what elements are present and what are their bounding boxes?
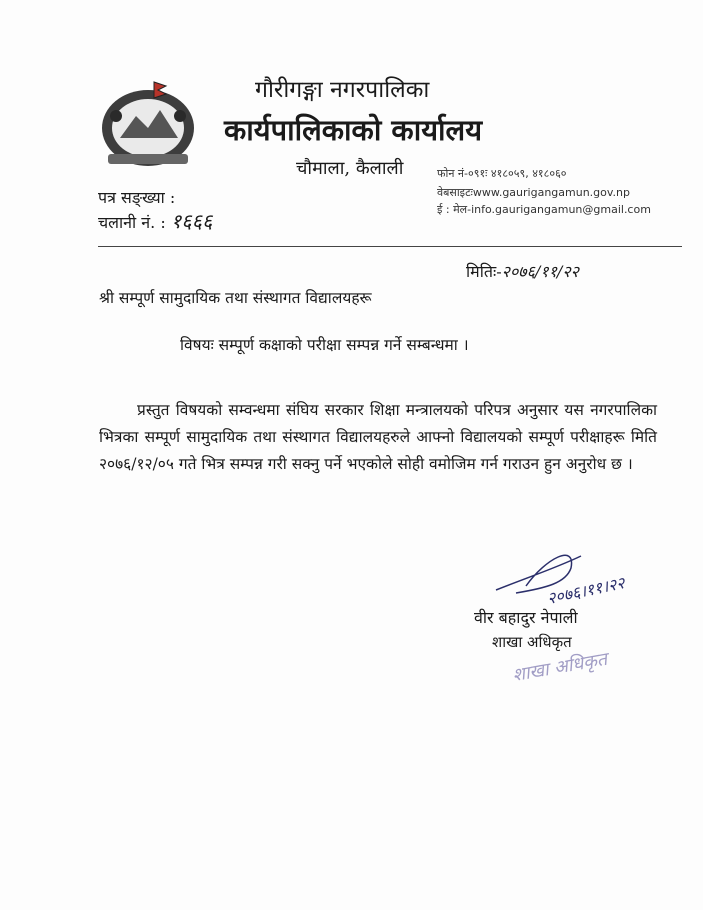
website: वेबसाइटःwww.gaurigangamun.gov.np	[437, 186, 630, 199]
handwritten-date: २०७६।११।२२	[545, 573, 627, 608]
email-address: ई : मेल-info.gaurigangamun@gmail.com	[437, 203, 651, 216]
subject-line: विषयः सम्पूर्ण कक्षाको परीक्षा सम्पन्न गर्ने सम्बन्धमा ।	[180, 336, 469, 354]
official-stamp: शाखा अधिकृत	[510, 648, 609, 687]
letter-body	[99, 397, 657, 478]
phone-number: फोन नं-०९१ः ४१८०५९, ४१८०६०	[437, 167, 567, 180]
handwritten-signature	[486, 538, 656, 608]
office-title: कार्यपालिकाको कार्यालय	[224, 113, 483, 147]
office-place: चौमाला, कैलाली	[296, 158, 404, 179]
dispatch-number-value: १६६६	[170, 209, 213, 233]
date-value: २०७६/११/२२	[501, 262, 579, 281]
letter-date	[466, 260, 579, 282]
header-divider	[98, 246, 682, 247]
signer-post: शाखा अधिकृत	[492, 633, 572, 651]
date-label: मितिः-	[466, 262, 502, 281]
office-name: गौरीगङ्गा नगरपालिका	[255, 77, 430, 103]
letter-number-label: पत्र सङ्ख्या :	[98, 188, 176, 207]
signer-name: वीर बहादुर नेपाली	[474, 608, 578, 627]
dispatch-number	[98, 207, 212, 234]
dispatch-number-label: चलानी नं. :	[98, 213, 166, 232]
nepal-emblem-icon	[96, 76, 200, 172]
body-paragraph: प्रस्तुत विषयको सम्वन्धमा संघिय सरकार शिक्षा मन्त्रालयको परिपत्र अनुसार यस नगरपालिका भित्रका सम्पूर्ण सामुदायिक तथा संस्थागत विद्यालयहरुले आफ्नो विद्यालयको सम्पूर्ण परीक्षाहरू मिति २०७६/१२/०५ गते भित्र सम्पन्न गरी सक्नु पर्ने भएकोले सोही वमोजिम गर्न गराउन हुन अनुरोध छ ।	[99, 401, 657, 473]
recipient: श्री सम्पूर्ण सामुदायिक तथा संस्थागत विद्यालयहरू	[99, 289, 372, 307]
